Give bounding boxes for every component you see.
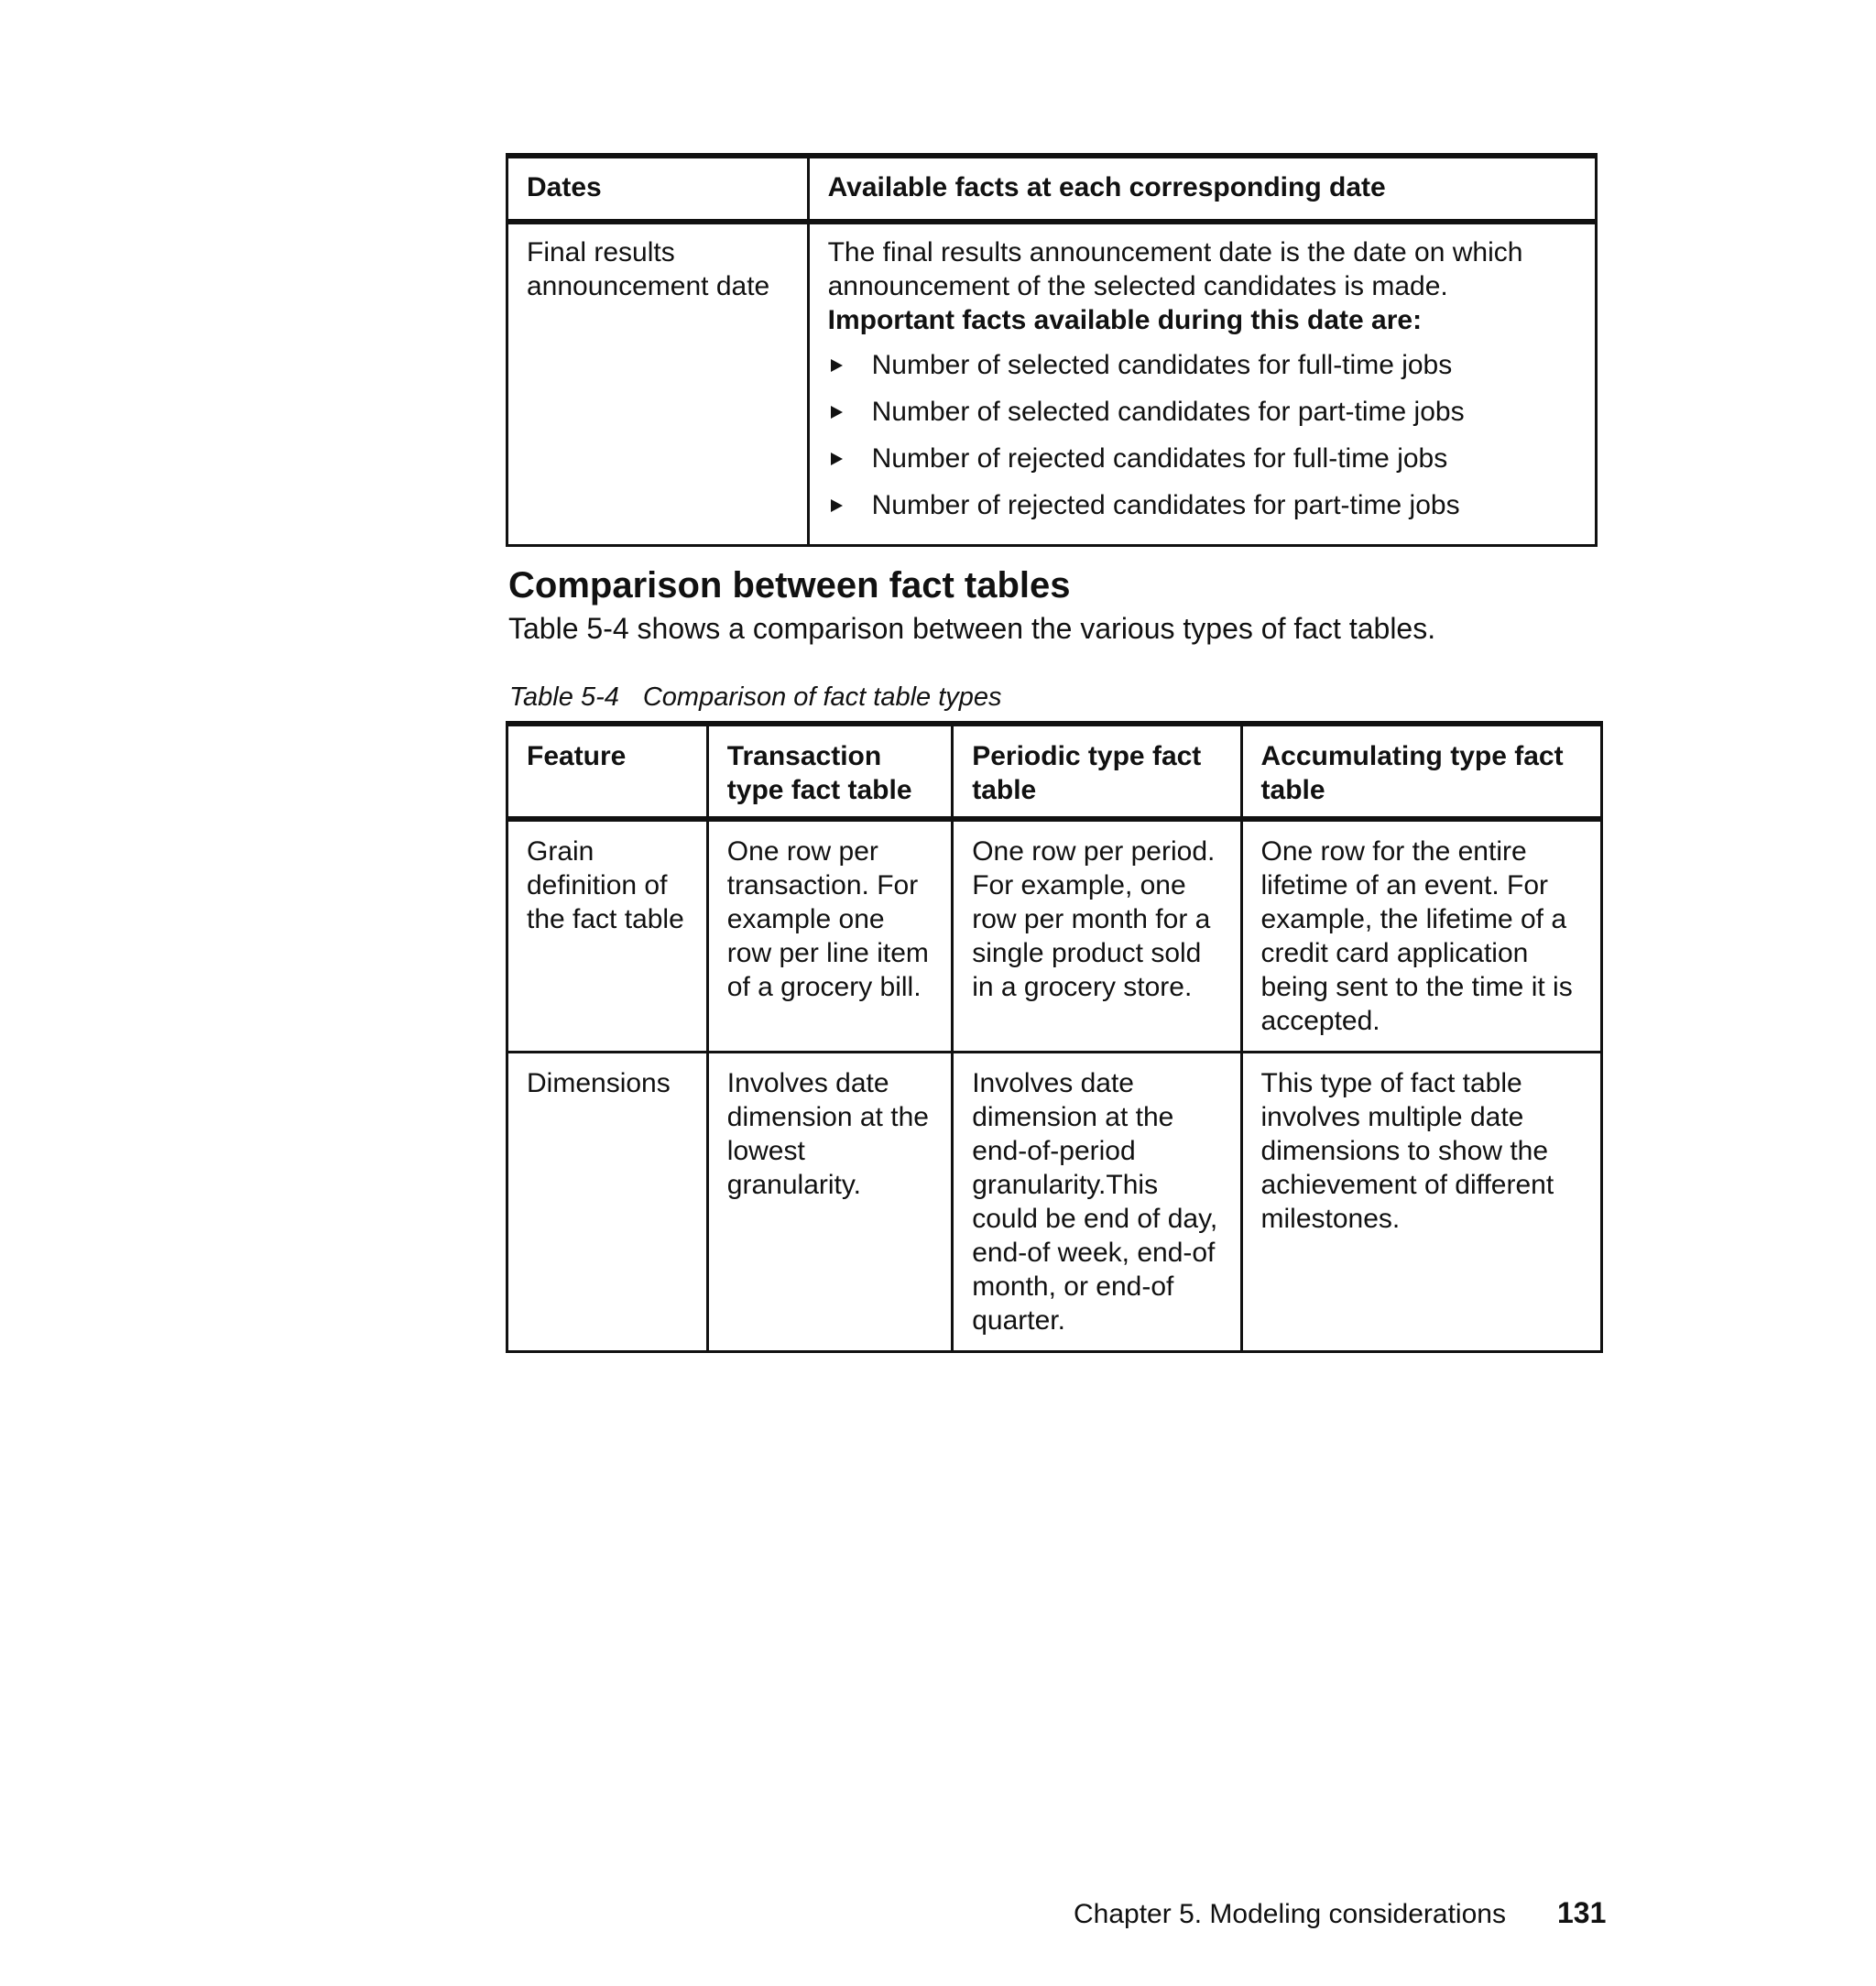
header-accumulating: Accumulating type fact table (1241, 724, 1601, 819)
bullet-text: Number of rejected candidates for full-time jobs (871, 443, 1448, 474)
facts-bullet-list (828, 348, 1576, 535)
transaction-cell: One row per transaction. For example one row per line item of a grocery bill. (707, 819, 952, 1053)
dates-facts-table (506, 153, 1598, 547)
table-caption (509, 679, 1002, 715)
facts-cell (808, 222, 1596, 546)
facts-emphasis: Important facts available during this date are: (827, 305, 1423, 335)
bullet-text: Number of rejected candidates for part-time jobs (871, 490, 1460, 520)
feature-cell: Dimensions (507, 1053, 708, 1352)
triangle-bullet-icon (831, 359, 843, 372)
list-item (828, 442, 1576, 488)
date-cell: Final results announcement date (507, 222, 809, 546)
triangle-bullet-icon (831, 499, 843, 512)
periodic-cell: Involves date dimension at the end-of-period granularity.This could be end of day, end-of week, end-of month, or end-of quarter. (953, 1053, 1241, 1352)
transaction-cell: Involves date dimension at the lowest granularity. (707, 1053, 952, 1352)
header-available-facts: Available facts at each corresponding date (808, 156, 1596, 222)
table-row (507, 1053, 1602, 1352)
caption-text: Comparison of fact table types (642, 682, 1002, 712)
table-row (507, 819, 1602, 1053)
bullet-text: Number of selected candidates for full-time jobs (871, 350, 1453, 380)
caption-label: Table 5-4 (509, 682, 619, 712)
page-number: 131 (1557, 1896, 1607, 1929)
footer-chapter-title: Chapter 5. Modeling considerations (1074, 1899, 1506, 1929)
facts-description: The final results announcement date is the date on which announcement of the selected candidates is made. (827, 237, 1523, 301)
table-row (507, 222, 1597, 546)
comparison-table (506, 721, 1603, 1353)
list-item (828, 395, 1576, 442)
list-item (828, 348, 1576, 395)
triangle-bullet-icon (831, 453, 843, 465)
header-feature: Feature (507, 724, 708, 819)
feature-cell: Grain definition of the fact table (507, 819, 708, 1053)
list-item (828, 488, 1576, 535)
header-periodic: Periodic type fact table (953, 724, 1241, 819)
triangle-bullet-icon (831, 406, 843, 419)
table-header-row (507, 156, 1597, 222)
header-transaction: Transaction type fact table (707, 724, 952, 819)
accumulating-cell: This type of fact table involves multiple date dimensions to show the achievement of different milestones. (1241, 1053, 1601, 1352)
bullet-text: Number of selected candidates for part-time jobs (871, 397, 1465, 427)
section-heading: Comparison between fact tables (508, 565, 1071, 606)
accumulating-cell: One row for the entire lifetime of an event. For example, the lifetime of a credit card application being sent to the time it is accepted. (1241, 819, 1601, 1053)
section-intro: Table 5-4 shows a comparison between the various types of fact tables. (508, 612, 1436, 645)
table-header-row (507, 724, 1602, 819)
header-dates: Dates (507, 156, 809, 222)
periodic-cell: One row per period. For example, one row per month for a single product sold in a grocery store. (953, 819, 1241, 1053)
